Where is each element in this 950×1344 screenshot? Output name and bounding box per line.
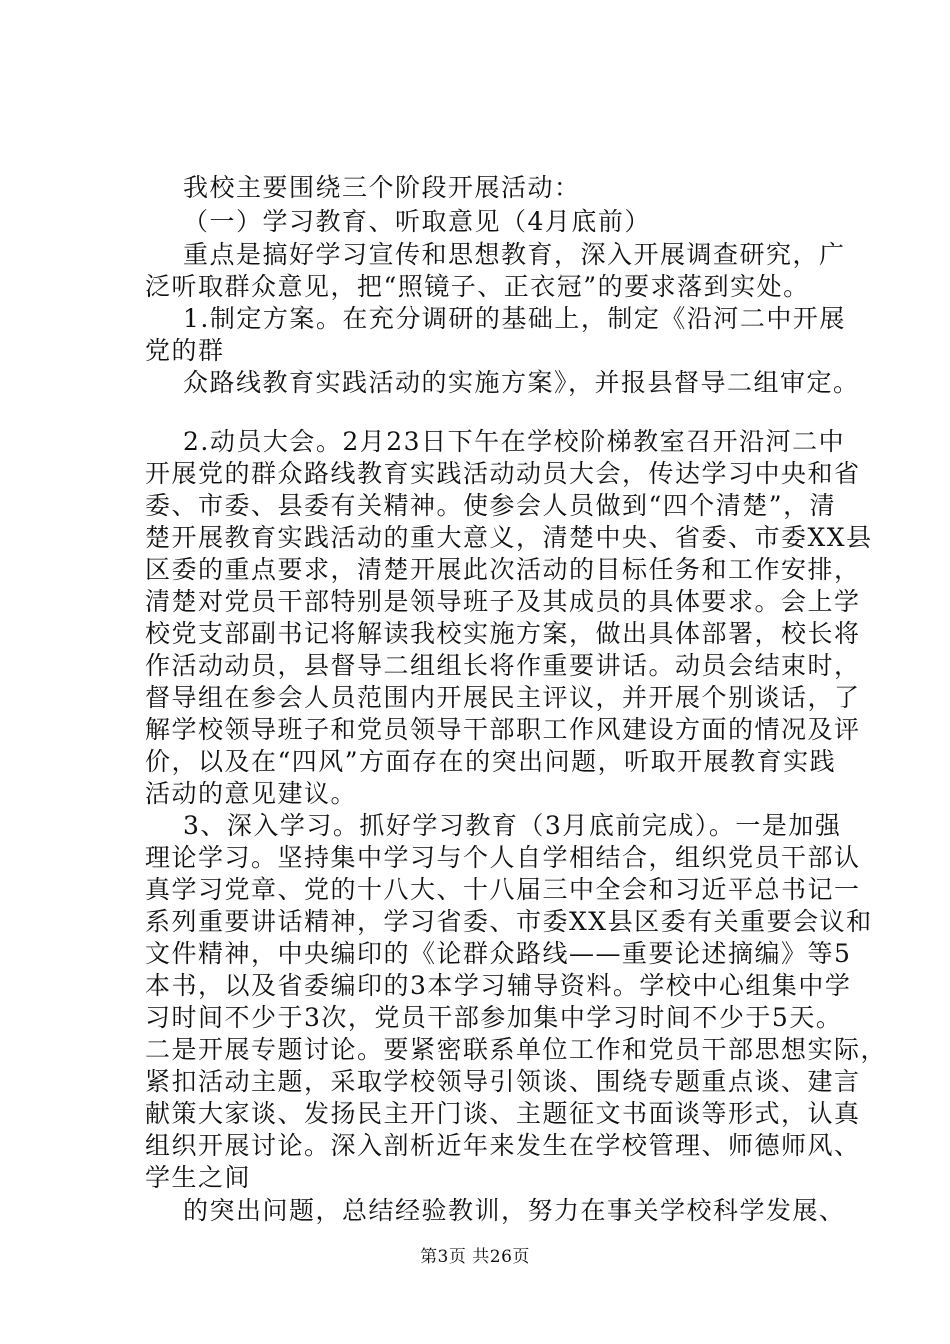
body-text-line: 二是开展专题讨论。要紧密联系单位工作和党员干部思想实际， (145, 1035, 888, 1064)
body-text-line: 督导组在参会人员范围内开展民主评议，并开展个别谈话，了 (145, 683, 861, 712)
body-text-line: 校党支部副书记将解读我校实施方案，做出具体部署，校长将 (145, 619, 861, 648)
body-text-line: 2.动员大会。2月23日下午在学校阶梯教室召开沿河二中 (183, 427, 846, 456)
body-text-line: 系列重要讲话精神，学习省委、市委XX县区委有关重要会议和 (145, 907, 873, 936)
page-number-footer: 第3页 共26页 (420, 1247, 530, 1267)
body-text-line: 献策大家谈、发扬民主开门谈、主题征文书面谈等形式，认真 (145, 1099, 861, 1128)
body-text-line: 解学校领导班子和党员领导干部职工作风建设方面的情况及评 (145, 715, 861, 744)
body-text-line: 众路线教育实践活动的实施方案》，并报县督导二组审定。 (183, 368, 860, 397)
body-text-line: 理论学习。坚持集中学习与个人自学相结合，组织党员干部认 (145, 843, 861, 872)
body-text-line: 重点是搞好学习宣传和思想教育，深入开展调查研究，广 (183, 240, 846, 269)
body-text-line: 1.制定方案。在充分调研的基础上，制定《沿河二中开展 (183, 304, 846, 333)
body-text-line: 价，以及在“四风”方面存在的突出问题，听取开展教育实践 (145, 747, 837, 776)
body-text-line: 活动的意见建议。 (145, 779, 358, 808)
body-text-line: 委、市委、县委有关精神。使参会人员做到“四个清楚”，清 (145, 491, 837, 520)
section-heading: （一）学习教育、听取意见（4月底前） (183, 207, 651, 236)
body-text-line: 习时间不少于3次，党员干部参加集中学习时间不少于5天。 (145, 1003, 843, 1032)
body-text-line: 真学习党章、党的十八大、十八届三中全会和习近平总书记一 (145, 875, 861, 904)
body-text-line: 开展党的群众路线教育实践活动动员大会，传达学习中央和省 (145, 459, 861, 488)
body-text-line: 党的群 (145, 336, 225, 365)
body-text-line: 文件精神，中央编印的《论群众路线——重要论述摘编》等5 (145, 939, 852, 968)
body-text-line: 泛听取群众意见，把“照镜子、正衣冠”的要求落到实处。 (145, 272, 810, 301)
body-text-line: 作活动动员，县督导二组组长将作重要讲话。动员会结束时， (145, 651, 861, 680)
body-text-line: 我校主要围绕三个阶段开展活动： (183, 173, 581, 202)
body-text-line: 学生之间 (145, 1163, 252, 1192)
body-text-line: 组织开展讨论。深入剖析近年来发生在学校管理、师德师风、 (145, 1131, 861, 1160)
body-text-line: 区委的重点要求，清楚开展此次活动的目标任务和工作安排， (145, 555, 861, 584)
body-text-line: 本书，以及省委编印的3本学习辅导资料。学校中心组集中学 (145, 971, 852, 1000)
body-text-line: 清楚对党员干部特别是领导班子及其成员的具体要求。会上学 (145, 587, 861, 616)
body-text-line: 紧扣活动主题，采取学校领导引领谈、围绕专题重点谈、建言 (145, 1067, 861, 1096)
body-text-line: 的突出问题，总结经验教训，努力在事关学校科学发展、 (183, 1196, 846, 1225)
body-text-line: 楚开展教育实践活动的重大意义，清楚中央、省委、市委XX县 (145, 523, 873, 552)
body-text-line: 3、深入学习。抓好学习教育（3月底前完成）。一是加强 (183, 811, 842, 840)
